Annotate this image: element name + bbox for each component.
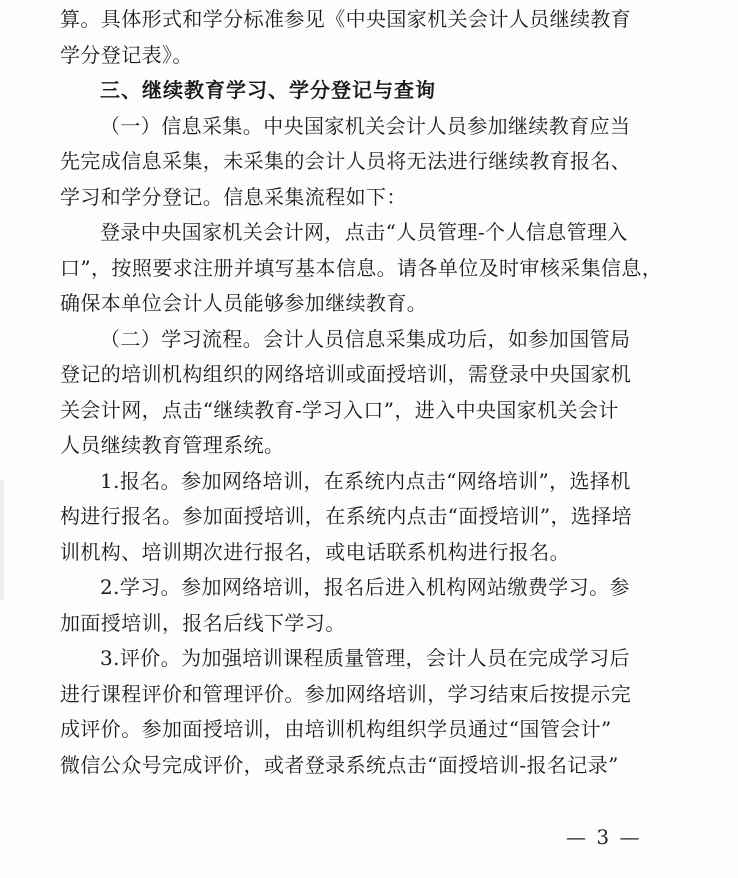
text-line: 构进行报名。参加面授培训，在系统内点击“面授培训”，选择培 (60, 504, 633, 528)
section-heading: 三、继续教育学习、学分登记与查询 (100, 78, 436, 102)
document-body (60, 2, 680, 783)
text-line: 学分登记表》。 (60, 42, 193, 67)
text-line: 微信公众号完成评价，或者登录系统点击“面授培训-报名记录” (60, 752, 619, 777)
text-line: 进行课程评价和管理评价。参加网络培训，学习结束后按提示完 (60, 681, 632, 706)
text-line: （一）信息采集。中央国家机关会计人员参加继续教育应当 (100, 113, 631, 138)
text-line: 关会计网，点击“继续教育-学习入口”，进入中央国家机关会计 (60, 397, 619, 422)
text-line: 3.评价。为加强培训课程质量管理，会计人员在完成学习后 (100, 646, 630, 670)
text-line: 成评价。参加面授培训，由培训机构组织学员通过“国管会计” (60, 717, 612, 741)
text-line: 登录中央国家机关会计网，点击“人员管理-个人信息管理入 (100, 220, 628, 244)
text-line: 学习和学分登记。信息采集流程如下： (60, 184, 407, 209)
text-line: 口”，按照要求注册并填写基本信息。请各单位及时审核采集信息， (60, 255, 663, 280)
text-line: 登记的培训机构组织的网络培训或面授培训，需登录中央国家机 (60, 362, 632, 386)
text-line: 2.学习。参加网络培训，报名后进入机构网站缴费学习。参 (100, 575, 630, 599)
text-line: 训机构、培训期次进行报名，或电话联系机构进行报名。 (60, 539, 570, 564)
text-line: （二）学习流程。会计人员信息采集成功后，如参加国管局 (100, 326, 631, 351)
body-text (60, 2, 680, 783)
text-line: 算。具体形式和学分标准参见《中央国家机关会计人员继续教育 (60, 7, 632, 31)
page-number: — 3 — (566, 825, 642, 849)
text-line: 人员继续教育管理系统。 (60, 433, 285, 457)
text-line: 1.报名。参加网络培训，在系统内点击“网络培训”，选择机 (100, 468, 631, 493)
scan-artifact (0, 480, 4, 600)
text-line: 先完成信息采集，未采集的会计人员将无法进行继续教育报名、 (60, 149, 632, 173)
text-line: 加面授培训，报名后线下学习。 (60, 610, 346, 635)
text-line: 确保本单位会计人员能够参加继续教育。 (60, 291, 428, 315)
